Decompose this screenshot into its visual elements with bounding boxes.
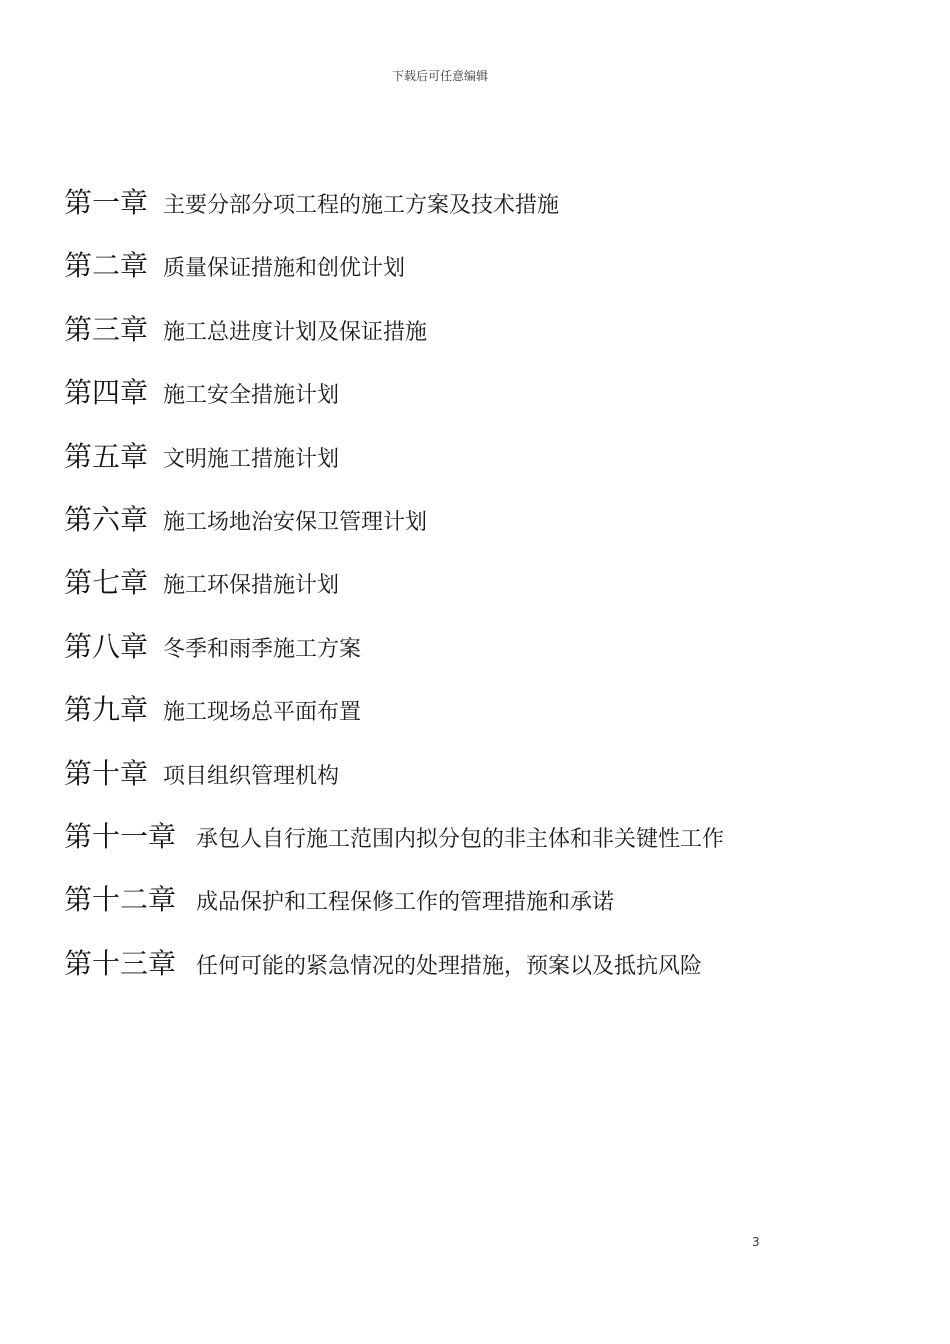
chapter-title: 主要分部分项工程的施工方案及技术措施 bbox=[163, 193, 560, 218]
chapter-title: 施工安全措施计划 bbox=[163, 383, 340, 409]
chapter-title: 施工场地治安保卫管理计划 bbox=[163, 509, 428, 535]
chapter-number: 第二章 bbox=[64, 249, 149, 283]
toc-item-4 bbox=[64, 371, 884, 434]
toc-item-7 bbox=[64, 561, 884, 624]
chapter-title: 施工环保措施计划 bbox=[163, 573, 340, 599]
toc-item-9 bbox=[64, 688, 884, 751]
chapter-title: 文明施工措施计划 bbox=[163, 446, 340, 472]
toc-item-6 bbox=[64, 498, 884, 561]
page-header: 下载后可任意编辑 bbox=[391, 69, 488, 83]
chapter-title: 质量保证措施和创优计划 bbox=[163, 256, 406, 282]
toc-item-11 bbox=[64, 815, 884, 878]
toc-item-1 bbox=[64, 181, 884, 244]
table-of-contents bbox=[64, 181, 884, 1005]
chapter-title: 冬季和雨季施工方案 bbox=[163, 636, 362, 662]
chapter-title: 施工总进度计划及保证措施 bbox=[163, 319, 428, 345]
chapter-title: 承包人自行施工范围内拟分包的非主体和非关键性工作 bbox=[196, 826, 725, 852]
chapter-number: 第十二章 bbox=[64, 883, 177, 917]
chapter-title: 项目组织管理机构 bbox=[163, 763, 340, 789]
toc-item-12 bbox=[64, 878, 884, 941]
toc-item-13 bbox=[64, 942, 884, 1005]
chapter-number: 第九章 bbox=[64, 693, 149, 727]
toc-item-2 bbox=[64, 244, 884, 307]
chapter-number: 第十章 bbox=[64, 756, 149, 790]
chapter-number: 第五章 bbox=[64, 439, 149, 473]
toc-item-5 bbox=[64, 435, 884, 498]
toc-item-8 bbox=[64, 625, 884, 688]
toc-item-10 bbox=[64, 752, 884, 815]
toc-item-3 bbox=[64, 308, 884, 371]
chapter-number: 第八章 bbox=[64, 629, 149, 663]
chapter-number: 第一章 bbox=[64, 186, 149, 219]
chapter-number: 第十三章 bbox=[64, 946, 177, 980]
chapter-title: 成品保护和工程保修工作的管理措施和承诺 bbox=[196, 890, 615, 916]
chapter-number: 第十一章 bbox=[64, 819, 177, 853]
page-number: 3 bbox=[752, 1235, 760, 1249]
chapter-number: 第六章 bbox=[64, 502, 149, 536]
chapter-number: 第七章 bbox=[64, 566, 149, 600]
chapter-title: 任何可能的紧急情况的处理措施，预案以及抵抗风险 bbox=[196, 953, 703, 979]
chapter-number: 第三章 bbox=[64, 312, 149, 346]
chapter-number: 第四章 bbox=[64, 376, 149, 410]
chapter-title: 施工现场总平面布置 bbox=[163, 700, 362, 726]
